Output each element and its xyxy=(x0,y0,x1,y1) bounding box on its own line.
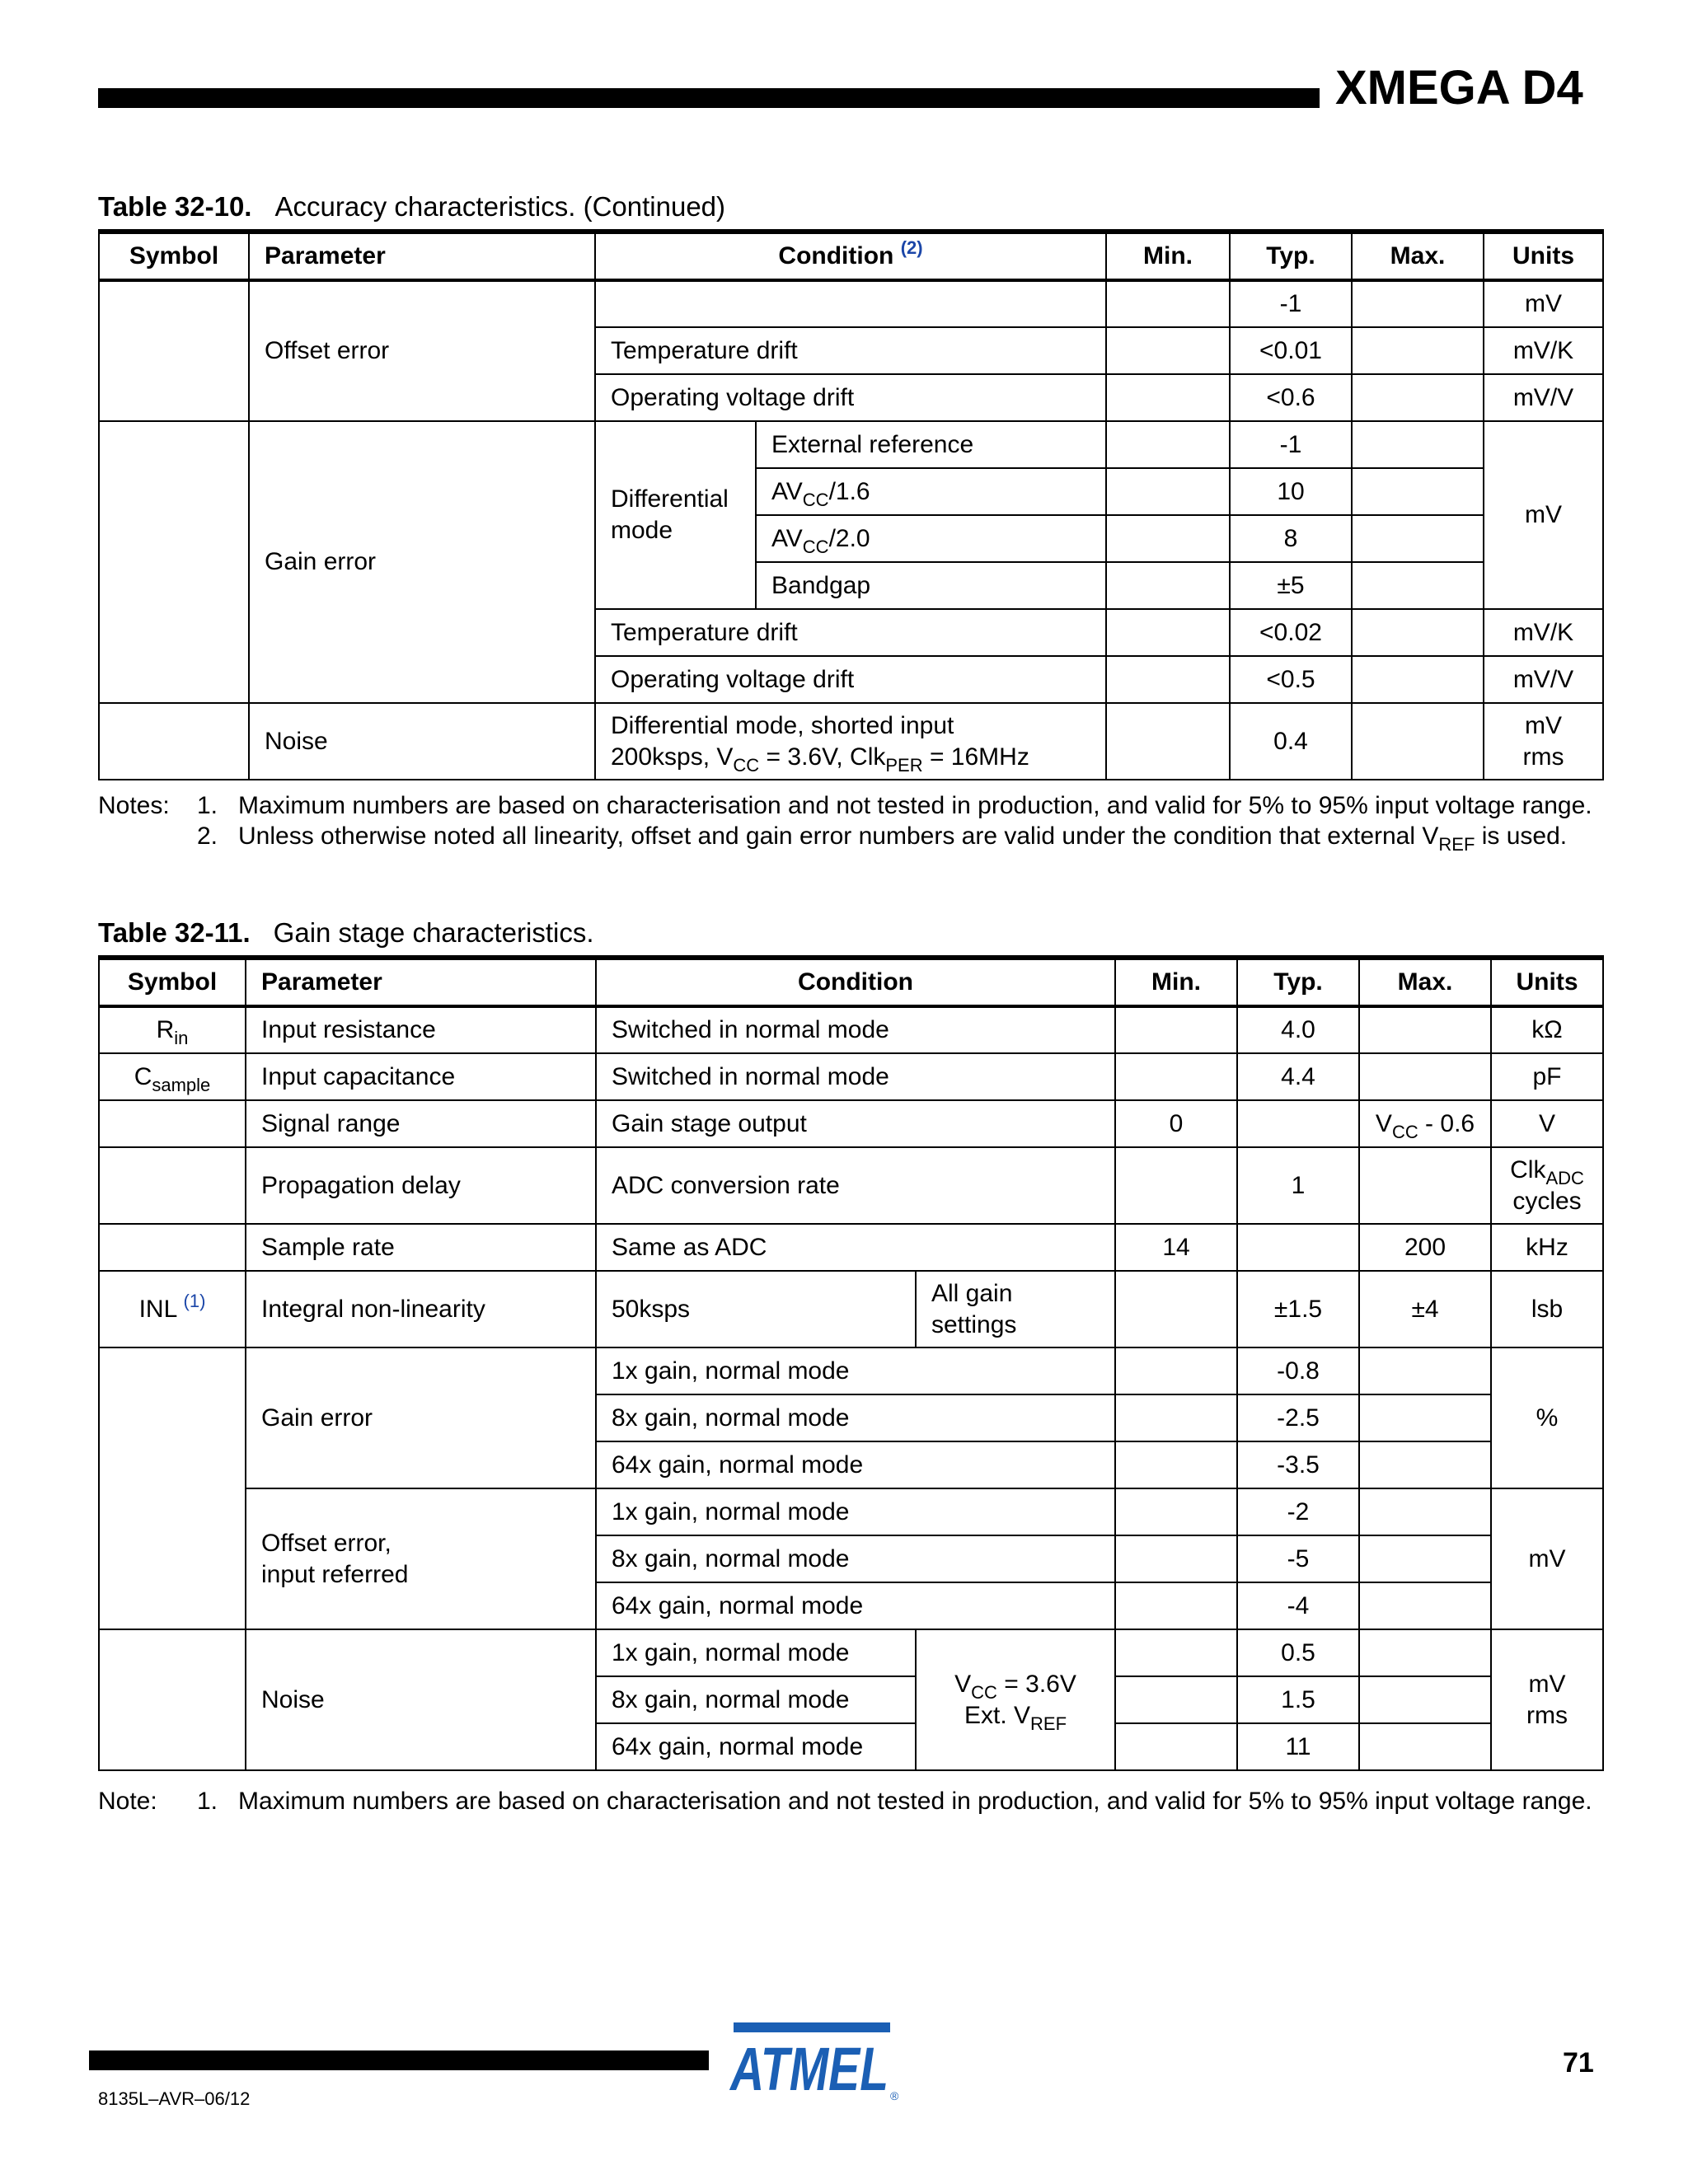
table2-caption-text: Gain stage characteristics. xyxy=(273,917,594,948)
min-cell xyxy=(1106,562,1230,609)
min-cell xyxy=(1115,1147,1237,1224)
condition-differential-mode: Differential mode xyxy=(595,421,756,609)
max-cell xyxy=(1352,656,1484,703)
condition-cell: 64x gain, normal mode xyxy=(596,1441,1115,1488)
parameter-cell: Propagation delay xyxy=(246,1147,596,1224)
table1-caption-text: Accuracy characteristics. (Continued) xyxy=(274,191,726,222)
header-max: Max. xyxy=(1359,958,1491,1006)
header-units: Units xyxy=(1484,232,1603,280)
max-cell xyxy=(1359,1676,1491,1723)
subcondition-cell: $AV_{CC}/1.6$ xyxy=(756,468,1106,515)
max-cell: $V_{CC} - 0.6$ xyxy=(1359,1100,1491,1147)
header-parameter: Parameter xyxy=(249,232,595,280)
parameter-offset-error: Offset error, input referred xyxy=(246,1488,596,1629)
condition-cell: 64x gain, normal mode xyxy=(596,1723,916,1770)
symbol-cell xyxy=(99,1347,246,1629)
condition-cell: 8x gain, normal mode xyxy=(596,1676,916,1723)
header-max: Max. xyxy=(1352,232,1484,280)
footer-rule xyxy=(89,2050,709,2070)
max-cell xyxy=(1352,468,1484,515)
table2-notes xyxy=(98,1786,1592,1816)
min-cell xyxy=(1106,515,1230,562)
header-condition: Condition $^{(2)}$ xyxy=(595,232,1106,280)
min-cell: 14 xyxy=(1115,1224,1237,1271)
min-cell xyxy=(1115,1535,1237,1582)
condition-cell: Operating voltage drift xyxy=(595,374,1106,421)
condition-cell: Operating voltage drift xyxy=(595,656,1106,703)
condition-extra-cell: $V_{CC} = 3.6V$ Ext. $V_{REF}$ xyxy=(916,1629,1115,1770)
accuracy-table xyxy=(98,229,1604,780)
max-cell xyxy=(1352,609,1484,656)
typ-cell: <0.6 xyxy=(1230,374,1352,421)
header-symbol: Symbol xyxy=(99,232,249,280)
svg-text:®: ® xyxy=(890,2089,898,2102)
table-row xyxy=(99,1271,1603,1347)
table-row xyxy=(99,1488,1603,1535)
units-cell: V xyxy=(1491,1100,1603,1147)
units-cell: % xyxy=(1491,1347,1603,1488)
condition-cell xyxy=(595,280,1106,327)
symbol-cell xyxy=(99,703,249,780)
condition-cell: Switched in normal mode xyxy=(596,1006,1115,1053)
condition-note-ref[interactable]: (2) xyxy=(900,237,923,258)
table2-header-row xyxy=(99,958,1603,1006)
max-cell xyxy=(1359,1147,1491,1224)
min-cell xyxy=(1115,1053,1237,1100)
typ-cell: ±5 xyxy=(1230,562,1352,609)
typ-cell: -1 xyxy=(1230,421,1352,468)
document-id: 8135L–AVR–06/12 xyxy=(98,2088,251,2109)
typ-cell: 10 xyxy=(1230,468,1352,515)
units-cell: kΩ xyxy=(1491,1006,1603,1053)
table-row xyxy=(99,1006,1603,1053)
header-typ: Typ. xyxy=(1237,958,1359,1006)
condition-cell: ADC conversion rate xyxy=(596,1147,1115,1224)
condition-cell: 1x gain, normal mode xyxy=(596,1629,916,1676)
header-parameter: Parameter xyxy=(246,958,596,1006)
typ-cell: -0.8 xyxy=(1237,1347,1359,1394)
table1-header-row xyxy=(99,232,1603,280)
max-cell xyxy=(1359,1347,1491,1394)
typ-cell: 1 xyxy=(1237,1147,1359,1224)
units-cell: mV/K xyxy=(1484,327,1603,374)
units-cell: Clk$_{ADC}$ cycles xyxy=(1491,1147,1603,1224)
parameter-noise: Noise xyxy=(246,1629,596,1770)
parameter-cell: Input capacitance xyxy=(246,1053,596,1100)
typ-cell: 4.4 xyxy=(1237,1053,1359,1100)
max-cell xyxy=(1359,1441,1491,1488)
table-row xyxy=(99,1347,1603,1394)
typ-cell: ±1.5 xyxy=(1237,1271,1359,1347)
min-cell xyxy=(1115,1006,1237,1053)
max-cell xyxy=(1359,1535,1491,1582)
max-cell xyxy=(1359,1394,1491,1441)
min-cell xyxy=(1115,1723,1237,1770)
header-typ: Typ. xyxy=(1230,232,1352,280)
typ-cell: -1 xyxy=(1230,280,1352,327)
min-cell xyxy=(1115,1441,1237,1488)
header-units: Units xyxy=(1491,958,1603,1006)
max-cell xyxy=(1352,703,1484,780)
max-cell xyxy=(1359,1582,1491,1629)
symbol-cell xyxy=(99,1147,246,1224)
table1-caption-number: Table 32-10. xyxy=(98,191,252,222)
table1-caption xyxy=(98,193,725,220)
note-row: Notes: 1. Maximum numbers are based on characterisation and not tested in production, and valid for 5% to 95% input voltage range. xyxy=(98,792,1592,819)
table2-caption xyxy=(98,919,594,946)
symbol-cell xyxy=(99,421,249,703)
typ-cell: -3.5 xyxy=(1237,1441,1359,1488)
condition-cell: Differential mode, shorted input 200ksps, $V_{CC} = 3.6V$, Clk$_{PER}$ = 16MHz xyxy=(595,703,1106,780)
max-cell xyxy=(1352,421,1484,468)
condition-cell: Gain stage output xyxy=(596,1100,1115,1147)
min-cell xyxy=(1106,609,1230,656)
min-cell xyxy=(1106,421,1230,468)
typ-cell: 0.5 xyxy=(1237,1629,1359,1676)
units-cell: mV/V xyxy=(1484,374,1603,421)
max-cell xyxy=(1352,374,1484,421)
page-number: 71 xyxy=(1563,2047,1594,2079)
parameter-cell: Sample rate xyxy=(246,1224,596,1271)
units-cell: mV rms xyxy=(1484,703,1603,780)
table-row xyxy=(99,1147,1603,1224)
table-row xyxy=(99,280,1603,327)
parameter-gain-error: Gain error xyxy=(246,1347,596,1488)
units-cell: pF xyxy=(1491,1053,1603,1100)
units-cell: kHz xyxy=(1491,1224,1603,1271)
header-rule xyxy=(98,88,1320,108)
typ-cell: -5 xyxy=(1237,1535,1359,1582)
parameter-cell: Signal range xyxy=(246,1100,596,1147)
min-cell: 0 xyxy=(1115,1100,1237,1147)
header-min: Min. xyxy=(1106,232,1230,280)
note-row: 2. Unless otherwise noted all linearity, offset and gain error numbers are valid under the condition that external $V_{REF}$ is used. xyxy=(197,823,1568,855)
typ-cell: -4 xyxy=(1237,1582,1359,1629)
units-cell: lsb xyxy=(1491,1271,1603,1347)
parameter-cell: Input resistance xyxy=(246,1006,596,1053)
max-cell xyxy=(1359,1006,1491,1053)
gain-stage-table xyxy=(98,955,1604,1771)
atmel-logo xyxy=(725,2019,898,2106)
units-cell: mV xyxy=(1484,421,1603,609)
svg-text:ATMEL: ATMEL xyxy=(729,2035,889,2102)
symbol-cell: $R_{in}$ xyxy=(99,1006,246,1053)
header-symbol: Symbol xyxy=(99,958,246,1006)
max-cell xyxy=(1352,562,1484,609)
condition-cell: Switched in normal mode xyxy=(596,1053,1115,1100)
subcondition-cell: Bandgap xyxy=(756,562,1106,609)
parameter-gain-error: Gain error xyxy=(249,421,595,703)
typ-cell: <0.01 xyxy=(1230,327,1352,374)
typ-cell: 8 xyxy=(1230,515,1352,562)
header-condition: Condition xyxy=(596,958,1115,1006)
max-cell xyxy=(1359,1053,1491,1100)
typ-cell: 4.0 xyxy=(1237,1006,1359,1053)
condition-cell: Same as ADC xyxy=(596,1224,1115,1271)
min-cell xyxy=(1106,468,1230,515)
units-cell: mV/K xyxy=(1484,609,1603,656)
typ-cell: 1.5 xyxy=(1237,1676,1359,1723)
condition-cell: 8x gain, normal mode xyxy=(596,1535,1115,1582)
condition-cell: 8x gain, normal mode xyxy=(596,1394,1115,1441)
typ-cell: -2 xyxy=(1237,1488,1359,1535)
typ-cell xyxy=(1237,1100,1359,1147)
symbol-cell: INL $^{(1)}$ xyxy=(99,1271,246,1347)
table-row xyxy=(99,703,1603,780)
symbol-cell: $C_{sample}$ xyxy=(99,1053,246,1100)
parameter-cell: Integral non-linearity xyxy=(246,1271,596,1347)
table-row xyxy=(99,1100,1603,1147)
symbol-cell xyxy=(99,280,249,421)
min-cell xyxy=(1106,280,1230,327)
typ-cell: <0.5 xyxy=(1230,656,1352,703)
subcondition-cell: External reference xyxy=(756,421,1106,468)
units-cell: mV rms xyxy=(1491,1629,1603,1770)
max-cell xyxy=(1352,515,1484,562)
typ-cell: -2.5 xyxy=(1237,1394,1359,1441)
table-row xyxy=(99,421,1603,468)
table-row xyxy=(99,1053,1603,1100)
max-cell xyxy=(1352,280,1484,327)
min-cell xyxy=(1106,703,1230,780)
table-row xyxy=(99,1224,1603,1271)
min-cell xyxy=(1115,1488,1237,1535)
min-cell xyxy=(1115,1582,1237,1629)
condition-cell: Temperature drift xyxy=(595,609,1106,656)
units-cell: mV xyxy=(1484,280,1603,327)
typ-cell: 11 xyxy=(1237,1723,1359,1770)
typ-cell: 0.4 xyxy=(1230,703,1352,780)
condition-cell: Temperature drift xyxy=(595,327,1106,374)
condition-cell: 1x gain, normal mode xyxy=(596,1488,1115,1535)
table-row xyxy=(99,1629,1603,1676)
symbol-cell xyxy=(99,1629,246,1770)
parameter-noise: Noise xyxy=(249,703,595,780)
condition-cell: 64x gain, normal mode xyxy=(596,1582,1115,1629)
units-cell: mV/V xyxy=(1484,656,1603,703)
condition-cell: 1x gain, normal mode xyxy=(596,1347,1115,1394)
inl-note-ref[interactable]: (1) xyxy=(183,1290,206,1311)
table1-notes xyxy=(98,790,1592,855)
max-cell xyxy=(1352,327,1484,374)
symbol-cell xyxy=(99,1100,246,1147)
max-cell xyxy=(1359,1488,1491,1535)
min-cell xyxy=(1115,1676,1237,1723)
min-cell xyxy=(1106,374,1230,421)
min-cell xyxy=(1115,1347,1237,1394)
min-cell xyxy=(1115,1394,1237,1441)
units-cell: mV xyxy=(1491,1488,1603,1629)
max-cell: ±4 xyxy=(1359,1271,1491,1347)
note-row: Note: 1. Maximum numbers are based on characterisation and not tested in production, and valid for 5% to 95% input voltage range. xyxy=(98,1788,1592,1815)
header-min: Min. xyxy=(1115,958,1237,1006)
symbol-cell xyxy=(99,1224,246,1271)
min-cell xyxy=(1106,327,1230,374)
min-cell xyxy=(1115,1629,1237,1676)
min-cell xyxy=(1115,1271,1237,1347)
parameter-offset-error: Offset error xyxy=(249,280,595,421)
subcondition-cell: $AV_{CC}/2.0$ xyxy=(756,515,1106,562)
table2-caption-number: Table 32-11. xyxy=(98,917,251,948)
typ-cell: <0.02 xyxy=(1230,609,1352,656)
max-cell xyxy=(1359,1629,1491,1676)
document-title: XMEGA D4 xyxy=(1335,61,1583,115)
condition-extra-cell: All gain settings xyxy=(916,1271,1115,1347)
max-cell: 200 xyxy=(1359,1224,1491,1271)
max-cell xyxy=(1359,1723,1491,1770)
typ-cell xyxy=(1237,1224,1359,1271)
min-cell xyxy=(1106,656,1230,703)
condition-cell: 50ksps xyxy=(596,1271,916,1347)
